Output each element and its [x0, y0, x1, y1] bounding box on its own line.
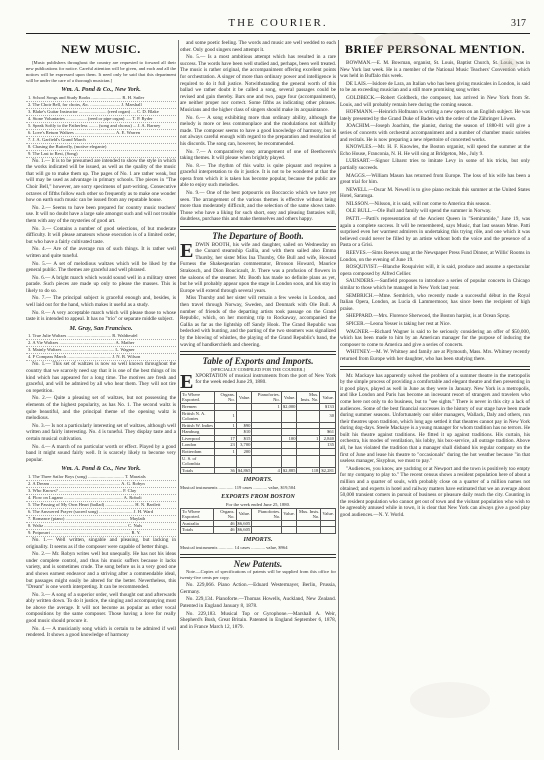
review-paragraph: No. 1.— This set of waltzes is now so well known throughout the country that we scarcely need say that it is one of the best things of its kind which has appeared for a long time. The motives are fresh and graceful, and will be admired by all who hear them. They will not tire on repetition.	[26, 361, 176, 394]
table-cell	[252, 449, 281, 456]
table-cell: 2,840	[320, 435, 336, 442]
review-paragraph: No. 5.— A set of melodious waltzes which will be liked by the general public. The themes are graceful and well phrased.	[26, 260, 176, 274]
table-cell	[296, 527, 320, 534]
list-item: 2. The Choir Bell, for choirs, &c. .......................... J. Marshall	[26, 102, 176, 109]
table-cell: $61	[320, 429, 336, 436]
review-paragraph: No. 2.— Quite a pleasing set of waltzes, but not possessing the elements of the highest popularity, as has No. 1. The second waltz is quite beautiful, and the principal theme of the opening waltz is melodious.	[26, 395, 176, 422]
boston-exports-subtitle: For the week ended June 25, 1880.	[225, 501, 291, 507]
column-rule	[338, 40, 339, 750]
list-item: 4. Stone Voluntaries .................. (reed or pipe organ) ..... T. P. Ryder	[26, 116, 176, 123]
table-cell	[252, 435, 281, 442]
table-row	[181, 403, 336, 410]
table-header-cell: Value.	[236, 391, 252, 403]
personal-item: WAGNER.—Richard Wagner is said to be seriously considering an offer of $50,000, which has been made to him by an American manager for the purpose of inducing the composer to come to America and give a series of concerts.	[340, 328, 530, 348]
personal-item: HOFMANN.—Heinrich Hofmann is writing a new opera on an English subject. He was lately presented by the Grand Duke of Baden with the order of the Zähringer Löwen.	[340, 109, 530, 122]
table-cell	[281, 410, 297, 422]
table-cell	[297, 429, 320, 436]
table-row	[181, 467, 336, 474]
list-item: 6. The Answered Prayer (sacred song) ............................. J. H. Ward	[26, 509, 176, 516]
list-item: 4. Flow on Lugano ................................................... A. Roboli	[26, 495, 176, 502]
personals-heading: BRIEF PERSONAL MENTION.	[344, 42, 526, 56]
table-row	[181, 429, 336, 436]
list-item: 2. A Dream ............................................................. A. G. Robyn	[26, 481, 176, 488]
review-paragraph: No. 9.— One of the best potpourris on Boccaccio which we have yet seen. The arrangement of the various themes is effective without being more than moderately difficult, and the selection of the same shows taste. Those who have a liking for such short, easy and pleasing fantasies will, doubtless, purchase this and make themselves and others happy.	[180, 190, 336, 223]
table-header-cell: Value.	[320, 391, 336, 403]
table-header-cell: Value.	[321, 508, 336, 520]
table-cell: $2,281	[321, 467, 334, 473]
table-cell: 4	[252, 467, 281, 474]
drop-cap: E	[180, 239, 194, 262]
table-cell: 100	[281, 435, 297, 442]
review-paragraph: No. 4.— Are of the average run of such things. It is rather well written and quite tuneful.	[26, 246, 176, 259]
table-cell: 1	[215, 410, 237, 422]
rule-separator	[180, 554, 336, 558]
table-header-cell: Value.	[282, 508, 297, 520]
music-list	[26, 474, 176, 537]
personal-item: BOWMAN.—E. M. Bowman, organist, St. Louis, Baptist Church, St. Louis, was in New York last week. He is a member of the National Music Teachers' Convention which was held in Buffalo this week.	[340, 60, 530, 80]
patents-title: New Patents.	[233, 558, 283, 569]
table-cell	[282, 527, 297, 534]
table-cell: British N. A. Colonies	[181, 410, 215, 422]
table-row	[181, 449, 336, 456]
list-item: 8. Waltz ........................................................................ C. Nuls	[26, 523, 176, 530]
table-cell	[252, 410, 281, 422]
table-row	[181, 410, 336, 422]
table-cell	[281, 455, 297, 467]
table-header-cell: Value.	[236, 508, 252, 520]
personal-item: SHEPPARD.—Mrs. Florence Sherwood, the Boston harpist, is at Ocean Spray.	[346, 313, 511, 320]
table-cell	[321, 520, 336, 527]
table-cell: Hamburg	[181, 429, 215, 436]
table-cell: $2,885	[282, 467, 296, 473]
table-cell	[236, 455, 252, 467]
table-cell: $6,605	[237, 527, 251, 533]
list-item: 5. Speak Softly to the Fatherless ........ (song and chorus) ... J. A. Barney	[26, 123, 176, 130]
review-paragraph: No. 3.— Contains a number of good selections, of but moderate difficulty. It will please amateurs whose execution is of a limited order, but who have a fairly cultivated taste.	[26, 225, 176, 245]
table-header-cell: Pianofortes. No.	[252, 391, 281, 403]
table-cell	[252, 422, 281, 429]
table-row	[181, 442, 336, 449]
list-item: 1. School Songs and Study Books .......................... R. H. Sailer	[26, 95, 176, 102]
personals-list	[340, 60, 530, 363]
table-cell: 1	[297, 435, 320, 442]
list-item: 1. The Three Sailor Boys (song) ............................... T. Marzials	[26, 474, 176, 481]
rule-separator	[180, 351, 336, 355]
table-cell	[215, 455, 237, 467]
table-cell	[252, 442, 281, 449]
review-paragraph: No. 4.— A musicianly song which is certain to be admired if well rendered. It shows a good knowledge of harmony	[26, 625, 176, 639]
music-list	[26, 333, 176, 361]
table-cell: 135	[320, 442, 336, 449]
table-cell	[282, 520, 297, 527]
table-header-cell: To Where Exported.	[181, 391, 215, 403]
table-row	[181, 520, 336, 527]
booth-article-body: Miss Thursby and her sister will remain a few weeks in London, and then travel through Norway, Sweden, and Denmark with Ole Bull. A number of friends of the departing artists took passage on the Grand Republic, which, on her morning trip to Rockaway, accompanied the Gallia as far as the lightship off Sandy Hook. The Grand Republic was bedecked with bunting, and the parting of the two steamers was signalized by the blowing of whistles, the playing of the Grand Republic's band, the waving of handkerchiefs and cheering.	[180, 295, 336, 348]
table-cell: $10	[236, 429, 252, 436]
personals-column	[340, 40, 530, 520]
table-header-row	[181, 508, 336, 520]
exports-subtitle: [SPECIALLY COMPILED FOR THE COURIER.]	[210, 366, 306, 372]
table-cell: 118	[297, 467, 320, 474]
table-cell	[236, 410, 252, 422]
booth-article-title: The Departure of Booth.	[212, 231, 304, 242]
page-number: 317	[511, 18, 526, 29]
column-rule	[178, 40, 179, 750]
personal-item: GOLDBECK.—Robert Goldbeck, the composer, has arrived in New York from St. Louis, and will probably remain here during the coming season.	[340, 94, 530, 108]
table-cell	[297, 442, 320, 449]
personal-item: WHITNEY.—M. W. Whitney and family are at Plymouth, Mass. Mrs. Whitney recently returned from Europe with her daughter, who has been studying there.	[340, 349, 530, 362]
imports-heading: IMPORTS.	[243, 536, 273, 543]
personal-item: MAGGS.—William Mason has returned from Europe. The loss of his wife has been a great trial for him.	[340, 172, 530, 186]
table-cell: $6,605	[237, 520, 251, 526]
table-cell	[296, 520, 320, 527]
table-cell	[281, 429, 297, 436]
table-cell: Bremen	[181, 403, 215, 410]
table-cell	[320, 455, 336, 467]
boston-exports-table	[180, 508, 336, 534]
table-cell	[297, 410, 320, 422]
table-header-cell: Pianofortes. No.	[252, 508, 282, 520]
personal-item: NILSSON.—Nilsson, it is said, will not come to America this season.	[346, 200, 491, 207]
drop-cap: E	[180, 370, 194, 393]
table-header-cell: Value.	[281, 391, 297, 403]
table-cell: Australia	[181, 520, 214, 527]
rule-separator	[340, 366, 530, 370]
table-cell: 17	[215, 435, 237, 442]
list-item: 9. Potpourri ..................................................................... R. Y.	[26, 530, 176, 537]
publisher-heading: Wm. A. Pond & Co., New York.	[61, 465, 141, 473]
review-paragraph: No. 1.— Well written, singable and pleasing, but lacking in originality. It seems as if the composer were capable of better things.	[26, 536, 176, 550]
exports-title: Table of Exports and Imports.	[202, 356, 314, 367]
table-header-cell: Mus. Insts. No.	[296, 508, 320, 520]
table-cell: 23	[215, 442, 237, 449]
table-cell: 200	[236, 449, 252, 456]
personal-item: JOACHIM.—Joseph Joachim, the pianist, during the season of 1880-81 will give a series of concerts with orchestral accompaniment and a number of chamber music soirées and recitals. He is now preparing a new répertoire of concerted works.	[340, 123, 530, 143]
list-item: 3. Who Knows? ....................................................... F. Clay	[26, 488, 176, 495]
table-cell: $4,865	[237, 467, 251, 473]
table-cell	[297, 449, 320, 456]
review-paragraph: No. 8.— The rhythm of this waltz is quite piquant and requires a graceful interpretation to do it justice. It is not to be wondered at that the opera from which it is taken has become popular, because the public are able to enjoy such melodies.	[180, 162, 336, 189]
running-head	[26, 18, 530, 34]
table-cell: U. S. of Colombia	[181, 455, 215, 467]
table-cell	[281, 449, 297, 456]
table-cell: London	[181, 442, 215, 449]
review-paragraph: No. 5.— Is a most ambitious attempt which has resulted in a rare success. The words have been well studied and, perhaps, been well treated. The music is rather original, the accompaniment offering excellent points for orchestration. A singer of more than ordinary power and intelligence is required to do it full justice. Notwithstanding the general worth of this ballad we rather doubt it be called a song, several passages could be revised and gain thereby. Bars one and two, page four (accompaniment), are neither proper nor correct. Some fifths as indicating other phrases. Musicians and the higher class of singers should make its acquaintance.	[180, 54, 336, 113]
boston-exports-heading: EXPORTS FROM BOSTON	[221, 493, 295, 501]
personal-item: SEMBRICH.—Mme. Sembrich, who recently made a successful début in the Royal Italian Opera, London, as Lucia di Lammermoor, has since been the recipient of high praise.	[340, 292, 530, 312]
exports-table	[180, 391, 336, 475]
table-cell	[281, 442, 297, 449]
review-paragraph: No. 8.— A very acceptable march which will please those to whose taste it is intended to appeal. It has no "trio" or separate middle subject.	[26, 309, 176, 323]
personal-item: NEWELL.—Oscar M. Newell is to give piano recitals this summer at the United States Hotel, Saratoga.	[340, 186, 530, 200]
new-music-heading: NEW MUSIC.	[61, 42, 141, 56]
table-cell: $15	[236, 435, 252, 442]
table-cell	[236, 403, 252, 410]
table-cell	[252, 429, 281, 436]
table-cell	[321, 527, 336, 534]
table-cell: $133	[320, 403, 336, 410]
list-item: 3. Mainly Waltzes ............................................. L. Wagner	[26, 347, 176, 354]
table-cell	[320, 449, 336, 456]
table-cell	[252, 527, 282, 534]
list-item: 1. True Julie Waltzes ...................................... R. Waldteufel	[26, 333, 176, 340]
table-cell: 46	[214, 520, 236, 527]
publisher-heading: M. Gray, San Francisco.	[69, 324, 133, 332]
table-cell: 1	[252, 403, 281, 410]
personal-item: SAUNDERS.—Sanfield proposes to introduce a series of popular concerts in Chicago similar to those which he managed in New York last year.	[340, 278, 530, 291]
publisher-heading: Wm. A. Pond & Co., New York.	[61, 86, 141, 93]
new-music-intro: [Music publishers throughout the country are requested to forward all their new publications for notice. Careful attention will be given, and each and all the notices will be expressed upon them. It need only be said that this department will be under the care of a thorough musician.]	[26, 60, 176, 83]
personal-item: LUBSART.—Signor Libarst tries to imitate Levy in some of his tricks, but only partially succeeds.	[340, 158, 530, 171]
table-row	[181, 422, 336, 429]
list-item: 3. Blake's Guitar Instructor ........................ (reed organ) .... C. D. Blake	[26, 109, 176, 116]
table-row	[181, 435, 336, 442]
table-row	[181, 527, 336, 534]
essay-paragraph: Mr. Mackaye has apparently solved the problem of a summer theatre in the metropolis by the simple process of providing a comfortable and elegant theatre and then presenting in it good plays, played as well in June as they were in January. New York is a metropolis, and like London and Paris has become an incessant resort of strangers and travelers who come here not only to do business, but to "see sights." There is never in this city a lack of audiences. Some of the best financial successes in the history of our stage have been made during summer seasons. Unfortunately our older managers, Wallack, Daly and others, run their theatres upon tradition, which long ago settled it that theatres cannot pay in New York during dog-days. Steele Mackaye is a young manager for whom tradition has no terrors. He built his theatre against traditions. He fitted it up against traditions. His curtain, his orchestra, his modes of ventilation, his lobby, his box-service, all outrage tradition. Above all, he has violated the tradition that a manager shall disband his regular company on the first of June and lease his theatre to "occasionals" during the hot weather because "in that useless manager, Sisyphus, we must to pay."	[340, 372, 530, 465]
table-header-cell: Mus. Insts. No.	[297, 391, 320, 403]
imports-line: Musical instruments ............. 119 cases ............ value, $19,504	[180, 485, 296, 491]
masthead: THE COURIER.	[228, 17, 328, 29]
list-item: 6. Love's Return Waltzes ................................... A. E. Warren	[26, 130, 176, 137]
table-cell	[297, 403, 320, 410]
table-cell: Totals	[181, 467, 215, 474]
patent-entry: No. 229,066. Piano Action.—Eduard Westermayer, Berlin, Prussia, Germany.	[180, 582, 336, 595]
exports-intro: EXPORTATION of musical instruments from the port of New York for the week ended June 29, 1880.	[180, 370, 336, 393]
imports-line: Musical instruments ............. 14 cases ............ value, $964	[180, 544, 288, 550]
table-header-cell: Organs. No.	[215, 391, 237, 403]
new-music-column	[26, 40, 176, 640]
personal-item: SPICER.—Leona Yesser is taking her rest at Nice.	[346, 320, 451, 327]
list-item: 5. The Passing of My Own Heart (ballad) ......................... H. N. Bartlett	[26, 502, 176, 509]
patent-entry: No. 229,134. Pianoforte.—Thomas Howells, Auckland, New Zealand. Patented in England January 8, 1878.	[180, 596, 336, 609]
review-paragraph: No. 2.— Seems to have been prepared for country music teachers' use. It will no doubt have a large sale amongst such and will not trouble them with any of the mysteries of good art.	[26, 204, 176, 224]
table-cell: 30	[320, 410, 336, 422]
review-paragraph: No. 4.— A march of no particular worth or effect. Played by a good band it might sound fairly well. It is scarcely likely to become very popular.	[26, 443, 176, 463]
table-cell: British W. Indies	[182, 422, 214, 428]
table-cell	[320, 422, 336, 429]
personal-item: ROSQUIVIST.—Blanche Rosquivist will, it is said, produce and assume a spectacular opera composed by Alfred Cellier.	[340, 264, 530, 277]
table-cell	[252, 520, 282, 527]
list-item: 2. A Vie Waltzes ................................................ A. Mather	[26, 340, 176, 347]
personal-item: KNOWLES.—Mr. H. F. Knowles, the Boston organist, will spend the summer at the Echo House, Franconia, N. H. He will sing at Bridgeton, Me., July 9.	[340, 144, 530, 157]
essay-paragraph: "Audiences, you know, are yachting or at Newport and the town is positively too empty for my company to play to." The recent census shows a resident population here of about a million and a quarter of souls, with probably close on a quarter of a million names not obtained; and experts in hotel and railway matters have estimated that we an average about 50,000 transient comers in pursuit of business or pleasure daily reach the city. Counting in the resident population who cannot get out of town and the visitant population who wish to be agreeably amused while in town, it is clear that New York can always give a good play good audiences.—N. Y. World.	[340, 465, 530, 518]
booth-article-body: EDWIN BOOTH, his wife and daughter, sailed on Wednesday on the Cunard steamship Gallia, and with them sailed also Emma Thursby, her sister Miss Ina Thursby, Ole Bull and wife, Howard Furness the Shakespearian commentator, Bronson Howard, Maurice Strakosch, and Dion Boucicault, Jr. There was a profusion of flowers in the saloons of the steamer. Mr. Booth has made no definite plans as yet, but he will probably appear upon the stage in London soon, and his stay in Europe will extend through several years.	[180, 239, 336, 294]
personal-item: REEVES.—Sims Reeves sang at the Newspaper Press Fund Dinner, at Willis' Rooms in London, on the evening of June 19.	[340, 250, 530, 263]
review-paragraph: No. 6.— A song exhibiting more than ordinary ability, although the melody is more or less commonplace and the modulations not skilfully made. The composer seems to have a good knowledge of harmony, but is not always careful enough with regard to the preparation and resolution of his discords. The song can, however, be recommended.	[180, 114, 336, 147]
patents-note: Note.—Copies of specifications of patents will be supplied from this office for twenty-five cents per copy.	[180, 569, 336, 581]
music-list	[26, 95, 176, 158]
table-header-row	[181, 391, 336, 403]
review-paragraph: No. 3.— A song of a superior order, well thought out and afterwards ably written down. To do it justice, the singing and accompanying must be above the average. It will not become as popular as other vocal compositions by the same composer. Those having a love for really good music should procure it.	[26, 591, 176, 625]
imports-heading: IMPORTS.	[243, 476, 273, 484]
table-cell: Totals	[181, 527, 214, 534]
summer-theatre-essay	[340, 373, 530, 519]
list-item: 4. F Compass March ...................................... J. N. B. Wilson	[26, 354, 176, 361]
table-row	[181, 455, 336, 467]
middle-column	[180, 40, 336, 631]
table-cell: $2,000	[282, 403, 296, 409]
review-paragraph: and some poetic feeling. The words and music are well wedded to each other. Only good singers need attempt it.	[180, 40, 336, 53]
list-item: 7. Romance (piano) ....................................................... Maylath	[26, 516, 176, 523]
list-item: 9. The Last to Rest, (Song)	[26, 151, 176, 158]
review-paragraph: No. 3.— Is not a particularly interesting set of waltzes, although well written and fairly interesting. No. 4 is tuneful. They display taste and a certain musical cultivation.	[26, 422, 176, 442]
review-paragraph: No. 7.— The principal subject is graceful enough and, besides, is well laid out for the hand, which makes it useful as a study.	[26, 295, 176, 309]
review-paragraph: No. 7.— A comparatively easy arrangement of one of Beethoven's taking themes. It will please when brightly played.	[180, 148, 336, 162]
patent-entry: No. 229,183. Musical Top or Gyrophone.—Marshall A. Weir, Shepherd's Bush, Great Britain. Patented in England September 6, 1878, and in France March 12, 1879.	[180, 610, 336, 630]
review-paragraph: No. 6.— A bright march which would sound well in a military street parade. Such pieces are made up only to please the masses. This is likely to do so.	[26, 274, 176, 294]
table-cell	[297, 455, 320, 467]
table-header-cell: To Where Exported.	[181, 508, 214, 520]
personal-item: DE LAIS.—Isidore de Lara, an Italian who has been giving musicales in London, is said to be an exceeding musician and a still more promising song writer.	[340, 80, 530, 94]
personal-item: OLE BULL.—Ole Bull and family will spend the summer in Norway.	[346, 208, 492, 215]
table-cell	[281, 422, 297, 429]
table-cell	[297, 422, 320, 429]
list-item: 7. J. A. Garfield's Grand March	[26, 137, 176, 144]
table-cell: Rotterdam	[181, 449, 215, 456]
table-header-cell: Organs. No.	[214, 508, 236, 520]
table-cell: $90	[236, 422, 252, 429]
table-cell	[252, 455, 281, 467]
rule-separator	[180, 226, 336, 230]
table-cell: 46	[214, 527, 236, 534]
table-cell: Liverpool	[181, 435, 215, 442]
personal-item: PATTI.—Patti's representation of the Ancient Queen in "Semiramide," June 19, was again a complete success. It will be remembered, says Music, that last season Mme. Patti surprised even her warmest admirers in undertaking this trying rôle, and one which it was believed could never be filled by an artiste without both the voice and the presence of a Pasta or a Grisi.	[340, 216, 530, 249]
table-cell	[215, 403, 237, 410]
table-cell: 36	[215, 467, 237, 474]
review-paragraph: No. 2.— Mr. Robyn writes well but unequally. He has not his ideas under complete control, and thus his music suffers because it lacks variety, and is sometimes crude. The song before us is a very good one and shows earnest endeavor and a striving after a commendable ideal, but passages might easily be altered for the better. Nevertheless, this "Dream" is one worth interpreting. It can be recommended.	[26, 551, 176, 591]
table-cell	[215, 429, 237, 436]
table-cell: 1	[215, 422, 237, 429]
table-cell: 3,700	[236, 442, 252, 449]
table-cell: 1	[215, 449, 237, 456]
review-paragraph: No. 1.— It is to be presumed are intended to show the style in which the works indicated will be issued, as well as the quality of the music that will go to make them up. The pages of No. 1 are rather weak, but will may be used as advantage in primary schools. The pieces in "The Choir Bell," however, are sorry specimens of part-writing. Consecutive octaves of fifths follow each other so frequently as to make one wonder how on earth such music can be issued from any reputable house.	[26, 157, 176, 204]
list-item: 8. Chasing the Butterfly, (motive elegante)	[26, 144, 176, 151]
